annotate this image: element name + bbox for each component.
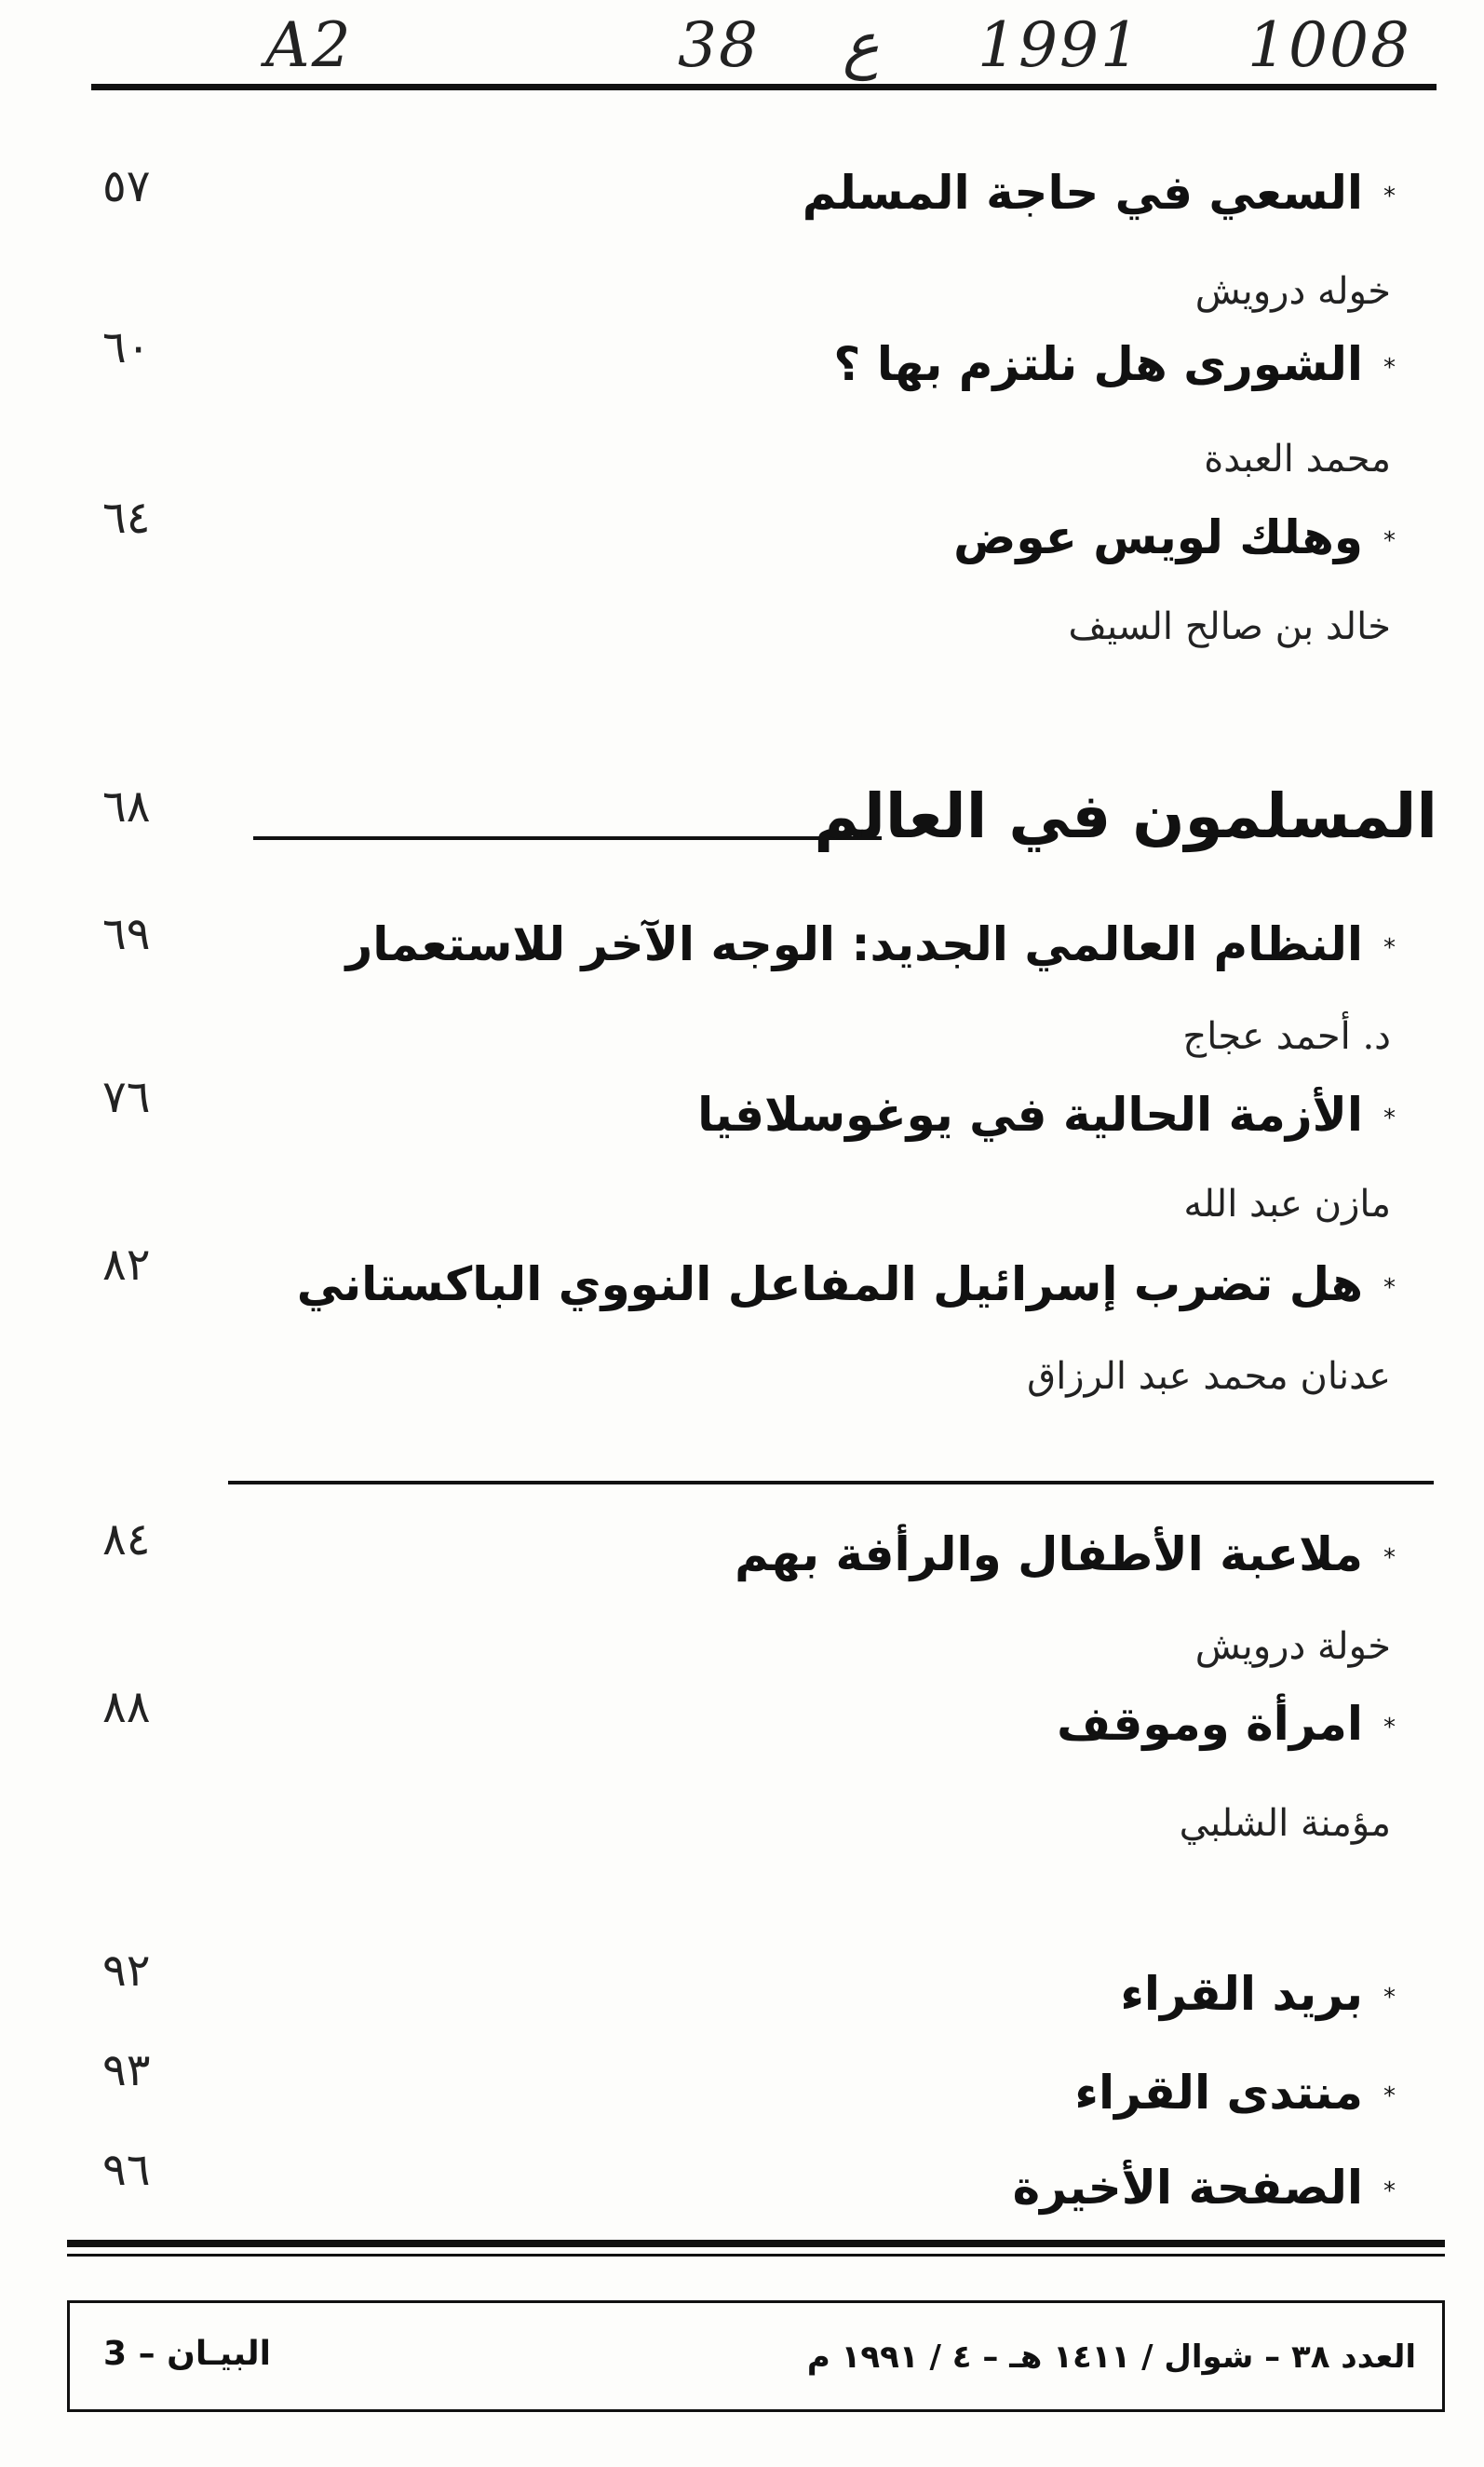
bullet-icon: *	[1383, 1983, 1396, 2012]
toc-entry-title: *هل تضرب إسرائيل المفاعل النووي الباكستاني	[296, 1257, 1396, 1311]
toc-entry-title: *بريد القراء	[1120, 1967, 1396, 2021]
toc-entry-author: مؤمنة الشلبي	[1179, 1802, 1391, 1845]
section-page-number: ٦٨	[102, 780, 151, 833]
bullet-icon: *	[1383, 1543, 1396, 1572]
section-title: المسلمون في العالم	[814, 780, 1437, 852]
page-number: ٦٠	[102, 321, 151, 373]
toc-entry-title: *ملاعبة الأطفال والرأفة بهم	[735, 1527, 1396, 1581]
issue-info: العدد ٣٨ – شوال / ١٤١١ هـ – ٤ / ١٩٩١ م	[806, 2338, 1416, 2376]
toc-entry-title: *السعي في حاجة المسلم	[802, 166, 1396, 220]
bottom-rule-thin	[67, 2254, 1445, 2257]
handwritten-code: A2	[265, 9, 353, 81]
section-rule	[253, 836, 882, 840]
page-number: ٩٣	[102, 2044, 151, 2096]
bullet-icon: *	[1383, 1713, 1396, 1742]
bullet-icon: *	[1383, 1273, 1396, 1302]
page-number: ٨٨	[102, 1681, 151, 1733]
page-number: ٥٧	[102, 160, 151, 212]
handwritten-year: 1991	[978, 9, 1141, 81]
footer-box	[67, 2300, 1445, 2412]
toc-entry-author: د. أحمد عجاج	[1182, 1015, 1391, 1058]
page-number: ٩٢	[102, 1945, 151, 1997]
page-number: ٦٤	[102, 492, 151, 544]
toc-entry-title: *منتدى القراء	[1074, 2066, 1396, 2120]
page-number: ٦٩	[102, 908, 151, 960]
page-label: 3 – البيـان	[103, 2335, 271, 2373]
toc-entry-author: خالد بن صالح السيف	[1068, 605, 1391, 648]
toc-entry-title: *النظام العالمي الجديد: الوجه الآخر للاستعمار	[345, 917, 1396, 971]
handwritten-letter: ع	[843, 9, 880, 81]
top-rule	[91, 84, 1437, 90]
toc-entry-author: مازن عبد الله	[1183, 1183, 1391, 1226]
toc-entry-author: عدنان محمد عبد الرزاق	[1027, 1355, 1391, 1398]
bullet-icon: *	[1383, 353, 1396, 382]
bottom-rule-thick	[67, 2240, 1445, 2247]
toc-entry-author: خولة درويش	[1194, 1625, 1391, 1668]
bullet-icon: *	[1383, 526, 1396, 555]
divider-rule	[228, 1481, 1434, 1484]
toc-entry-title: *الأزمة الحالية في يوغوسلافيا	[697, 1088, 1396, 1142]
bullet-icon: *	[1383, 933, 1396, 962]
bullet-icon: *	[1383, 1104, 1396, 1132]
bullet-icon: *	[1383, 2176, 1396, 2205]
toc-entry-title: *امرأة وموقف	[1057, 1697, 1396, 1751]
handwritten-issue: 38	[678, 9, 760, 81]
page-number: ٨٤	[102, 1513, 151, 1566]
toc-entry-title: *الشورى هل نلتزم بها ؟	[833, 337, 1396, 391]
page-number: ٩٦	[102, 2144, 151, 2196]
bullet-icon: *	[1383, 2081, 1396, 2110]
toc-entry-title: *الصفحة الأخيرة	[1012, 2161, 1396, 2215]
page-number: ٨٢	[102, 1239, 151, 1291]
toc-entry-author: محمد العبدة	[1204, 438, 1391, 481]
bullet-icon: *	[1383, 182, 1396, 210]
page-number: ٧٦	[102, 1071, 151, 1123]
toc-entry-author: خوله درويش	[1194, 270, 1391, 313]
toc-entry-title: *وهلك لويس عوض	[953, 510, 1396, 564]
handwritten-number: 1008	[1248, 9, 1411, 81]
